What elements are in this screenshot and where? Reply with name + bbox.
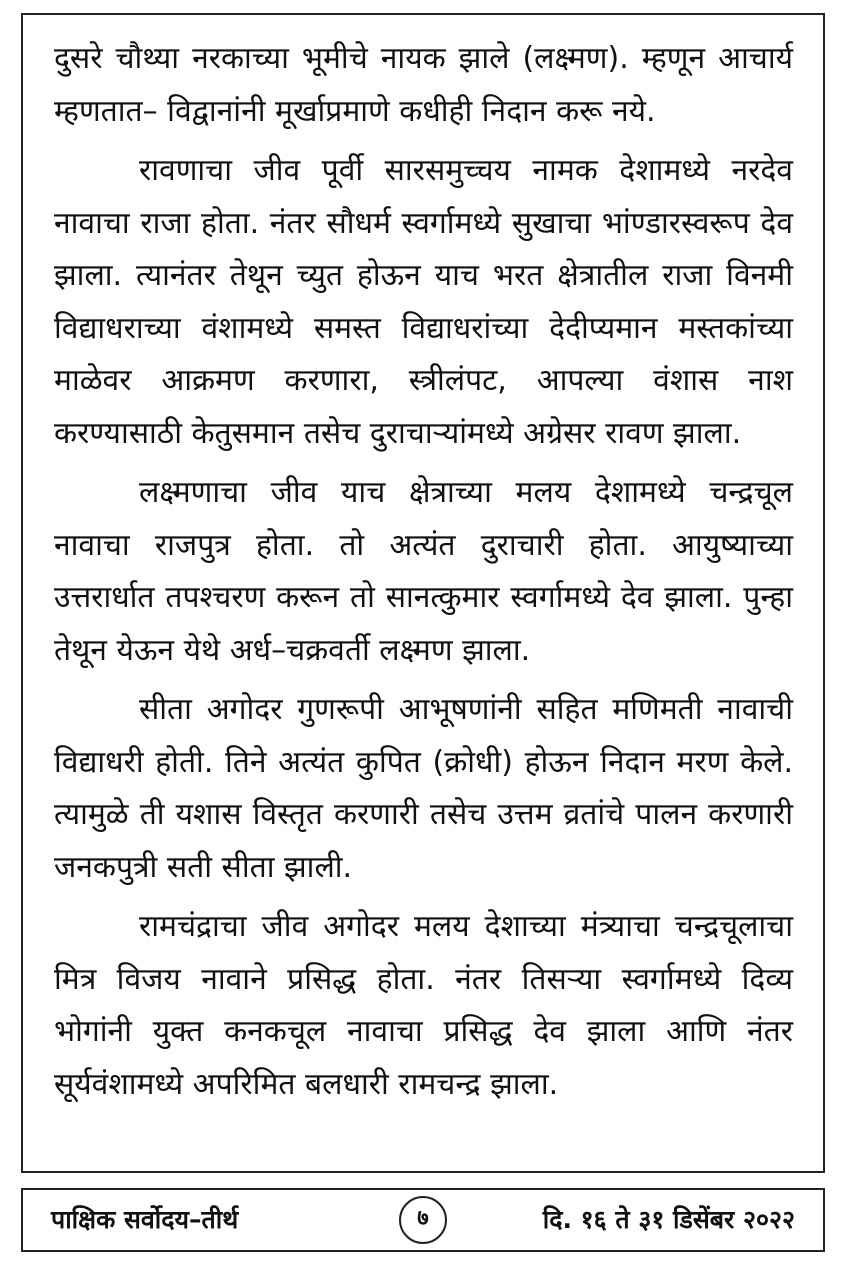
publication-name: पाक्षिक सर्वोदय–तीर्थ bbox=[51, 1205, 239, 1234]
page-content bbox=[21, 13, 825, 1173]
paragraph-2: रावणाचा जीव पूर्वी सारसमुच्चय नामक देशामध्ये नरदेव नावाचा राजा होता. नंतर सौधर्म स्वर्गामध्ये सुखाचा भांण्डारस्वरूप देव झाला. त्यानंतर तेथून च्युत होऊन याच भरत क्षेत्रातील राजा विनमी विद्याधराच्या वंशामध्ये समस्त विद्याधरांच्या देदीप्यमान मस्तकांच्या माळेवर आक्रमण करणारा, स्त्रीलंपट, आपल्या वंशास नाश करण्यासाठी केतुसमान तसेच दुराचाऱ्यांमध्ये अग्रेसर रावण झाला. bbox=[54, 153, 793, 451]
paragraph-3: लक्ष्मणाचा जीव याच क्षेत्राच्या मलय देशामध्ये चन्द्रचूल नावाचा राजपुत्र होता. तो अत्यंत दुराचारी होता. आयुष्याच्या उत्तरार्धात तपश्चरण करून तो सानत्कुमार स्वर्गामध्ये देव झाला. पुन्हा तेथून येऊन येथे अर्ध–चक्रवर्ती लक्ष्मण झाला. bbox=[54, 475, 793, 668]
issue-date: दि. १६ ते ३१ डिसेंबर २०२२ bbox=[542, 1205, 795, 1234]
paragraph-5: रामचंद्राचा जीव अगोदर मलय देशाच्या मंत्र्याचा चन्द्रचूलाचा मित्र विजय नावाने प्रसिद्ध होता. नंतर तिसऱ्या स्वर्गामध्ये दिव्य भोगांनी युक्त कनकचूल नावाचा प्रसिद्ध देव झाला आणि नंतर सूर्यवंशामध्ये अपरिमित बलधारी रामचन्द्र झाला. bbox=[54, 909, 793, 1102]
paragraph-4: सीता अगोदर गुणरूपी आभूषणांनी सहित मणिमती नावाची विद्याधरी होती. तिने अत्यंत कुपित (क्रोधी) होऊन निदान मरण केले. त्यामुळे ती यशास विस्तृत करणारी तसेच उत्तम व्रतांचे पालन करणारी जनकपुत्री सती सीता झाली. bbox=[54, 692, 793, 885]
paragraph-1: दुसरे चौथ्या नरकाच्या भूमीचे नायक झाले (लक्ष्मण). म्हणून आचार्य म्हणतात– विद्वानांनी मूर्खाप्रमाणे कधीही निदान करू नये. bbox=[54, 41, 793, 129]
page-number: ७ bbox=[399, 1196, 447, 1244]
page-footer bbox=[21, 1188, 825, 1252]
